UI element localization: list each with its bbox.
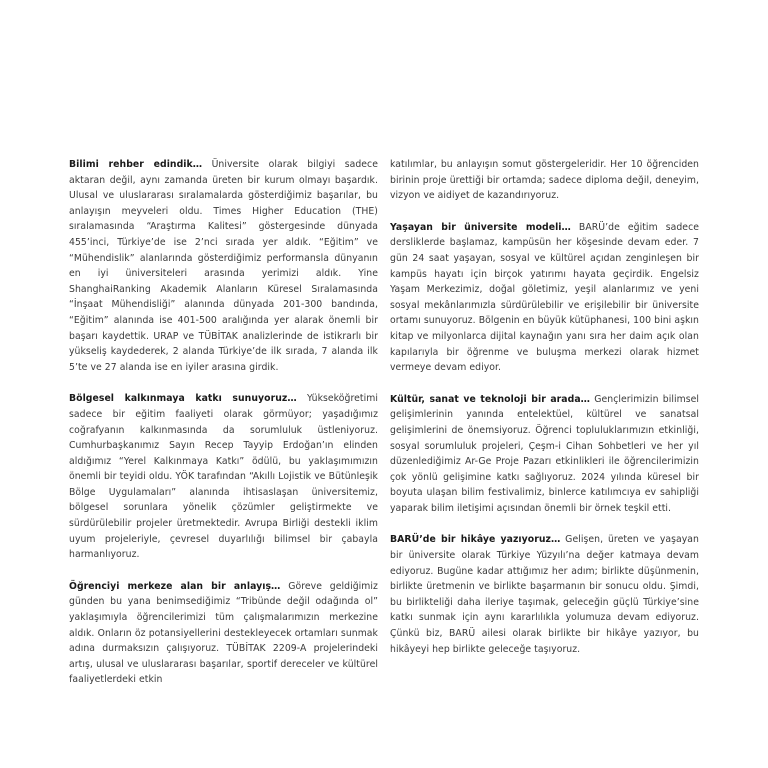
left-column — [69, 157, 378, 688]
paragraph-heading: Kültür, sanat ve teknoloji bir arada… — [390, 393, 590, 405]
paragraph-heading: Bölgesel kalkınmaya katkı sunuyoruz… — [69, 393, 297, 405]
paragraph-heading: Yaşayan bir üniversite modeli… — [390, 221, 571, 233]
right-column — [390, 157, 699, 657]
paragraph-bilimi-rehber — [69, 157, 378, 375]
paragraph-body: Göreve geldiğimiz günden bu yana benimsediğimiz “Tribünde değil odağında ol” yaklaşımıyla öğrencilerimizi tüm çalışmalarımızın merkezine aldık. Onların öz potansiyellerini destekleyecek ortamları sunmak adına durmaksızın çalışıyoruz. TÜBİTAK 2209-A projelerindeki artış, ulusal ve uluslararası başarılar, sportif dereceler ve kültürel faaliyetlerdeki etkin — [69, 580, 378, 686]
paragraph-yasayan-universite — [390, 220, 699, 376]
paragraph-heading: Öğrenciyi merkeze alan bir anlayış… — [69, 580, 281, 592]
paragraph-body: Gençlerimizin bilimsel gelişimlerinin yanında entelektüel, kültürel ve sanatsal gelişimlerini de önemsiyoruz. Öğrenci topluluklarımızın etkinliği, sosyal sorumluluk projeleri, Çeşm-i Cihan Sohbetleri ve her yıl düzenlediğimiz Ar-Ge Proje Pazarı etkinlikleri ile öğrencilerimizin çok yönlü gelişimine katkı sağlıyoruz. 2024 yılında küresel bir boyuta ulaşan bilim festivalimiz, binlerce katılımcıya ev sahipliği yaparak bilim iletişimi açısından önemli bir örnek teşkil etti. — [390, 393, 699, 514]
paragraph-body: Gelişen, üreten ve yaşayan bir üniversite olarak Türkiye Yüzyılı’na değer katmaya devam ediyoruz. Bugüne kadar attığımız her adım; birlikte düşünmenin, birlikte üretmenin ve birlikte başarmanın bir sonucu oldu. Şimdi, bu birlikteliği daha ileriye taşımak, geleceğin güçlü Türkiye’sine katkı sunmak için aynı kararlılıkla yolumuza devam ediyoruz. Çünkü biz, BARÜ ailesi olarak birlikte bir hikâye yazıyor, bu hikâyeyi hep birlikte geleceğe taşıyoruz. — [390, 534, 699, 655]
paragraph-hikaye-yaziyoruz — [390, 532, 699, 657]
paragraph-kultur-sanat — [390, 392, 699, 517]
paragraph-body: katılımlar, bu anlayışın somut göstergeleridir. Her 10 öğrenciden birinin proje ürettiği bir ortamda; sadece diploma değil, deneyim, vizyon ve aidiyet de kazandırıyoruz. — [390, 159, 699, 202]
paragraph-body: Üniversite olarak bilgiyi sadece aktaran değil, aynı zamanda üreten bir kurum olmayı başardık. Ulusal ve uluslararası sıralamalarda gösterdiğimiz başarılar, bu anlayışın meyveleri oldu. Times Higher Education (THE) sıralamasında “Araştırma Kalitesi” göstergesinde dünyada 455’inci, Türkiye’de ise 2’nci sırada yer aldık. “Eğitim” ve “Mühendislik” alanlarında gösterdiğimiz performansla dünyanın en iyi üniversiteleri arasında yerimizi aldık. Yine ShanghaiRanking Akademik Alanların Küresel Sıralamasında “İnşaat Mühendisliği” alanında dünyada 201-300 bandında, “Eğitim” alanında ise 401-500 aralığında yer alarak önemli bir başarı kaydettik. URAP ve TÜBİTAK analizlerinde de istikrarlı bir yükseliş kaydederek, 2 alanda Türkiye’de ilk sırada, 7 alanda ilk 5’te ve 27 alanda ise en iyiler arasına girdik. — [69, 159, 378, 373]
paragraph-continuation — [390, 157, 699, 204]
paragraph-body: Yükseköğretimi sadece bir eğitim faaliyeti olarak görmüyor; yaşadığımız coğrafyanın kalkınmasında da sorumluluk üstleniyoruz. Cumhurbaşkanımız Sayın Recep Tayyip Erdoğan’ın elinden aldığımız “Yerel Kalkınmaya Katkı” ödülü, bu yaklaşımımızın önemli bir teyidi oldu. YÖK tarafından “Akıllı Lojistik ve Bütünleşik Bölge Uygulamaları” alanında ihtisaslaşan üniversitemiz, bölgesel sorunlara yönelik çözümler geliştirmekte ve sürdürülebilir projeler üretmektedir. Avrupa Birliği destekli iklim uyum projeleriyle, çevresel duyarlılığı bilimsel bir çabayla harmanlıyoruz. — [69, 393, 378, 561]
paragraph-heading: BARÜ’de bir hikâye yazıyoruz… — [390, 534, 561, 546]
paragraph-body: BARÜ’de eğitim sadece dersliklerde başlamaz, kampüsün her köşesinde devam eder. 7 gün 24 saat yaşayan, sosyal ve kültürel açıdan zenginleşen bir kampüs hayatı için birçok yatırımı hayata geçirdik. Engelsiz Yaşam Merkezimiz, doğal göletimiz, yeşil alanlarımız ve yeni sosyal mekânlarımızla sürdürülebilir ve erişilebilir bir üniversite ortamı sunuyoruz. Bölgenin en büyük kütüphanesi, 100 bini aşkın kitap ve milyonlarca dijital kaynağın yanı sıra her daim açık olan kapılarıyla bir öğrenme ve buluşma merkezi olarak hizmet vermeye devam ediyor. — [390, 221, 699, 374]
paragraph-bolgesel-kalkinma — [69, 391, 378, 563]
paragraph-heading: Bilimi rehber edindik… — [69, 159, 203, 170]
paragraph-ogrenciyi-merkeze — [69, 579, 378, 688]
